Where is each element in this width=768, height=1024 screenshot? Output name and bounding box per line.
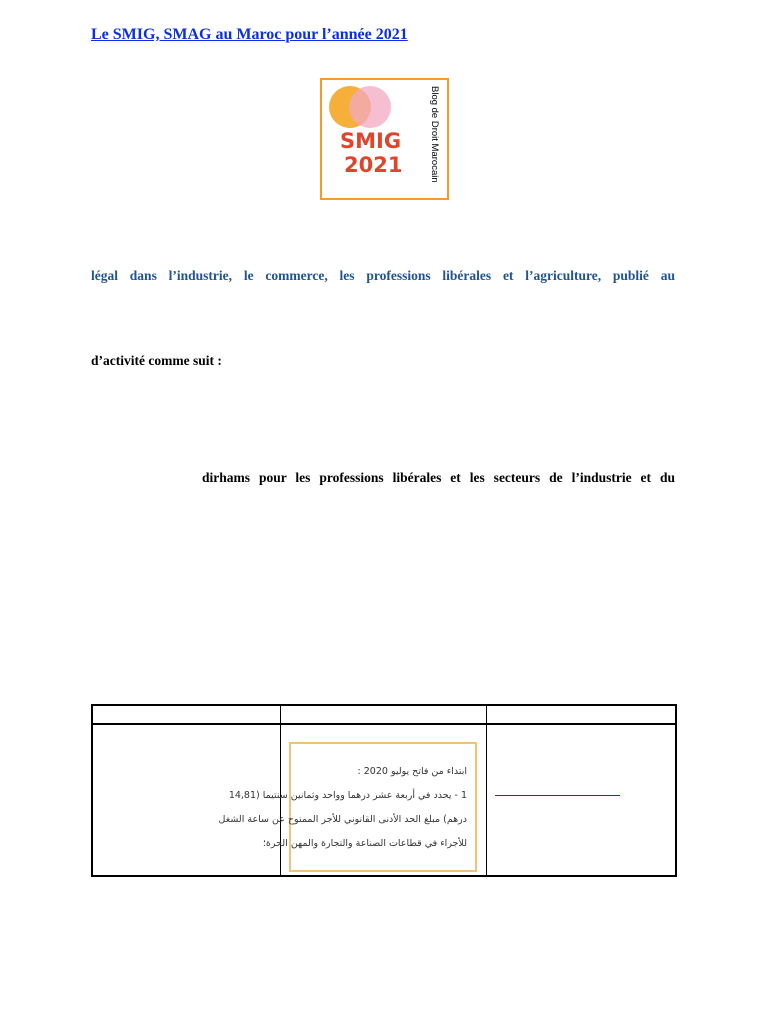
paragraph-legal-line: légal dans l’industrie, le commerce, les professions libérales et l’agriculture, publié au bbox=[91, 268, 675, 283]
document-table bbox=[91, 704, 677, 877]
logo-graphic bbox=[322, 80, 447, 198]
arabic-decree-image bbox=[218, 742, 477, 872]
logo-circle-right bbox=[349, 86, 391, 128]
table-header-cell-1 bbox=[92, 705, 281, 724]
title-link[interactable]: Le SMIG, SMAG au Maroc pour l’année 2021 bbox=[91, 26, 408, 43]
table-header-row bbox=[92, 705, 676, 724]
table-header-cell-3 bbox=[487, 705, 677, 724]
arabic-line-4: للأجراء في قطاعات الصناعة والتجارة والمهن الحرة؛ bbox=[262, 838, 467, 849]
table-cell-image bbox=[218, 724, 487, 876]
table-header-cell-2 bbox=[281, 705, 487, 724]
source-link[interactable] bbox=[495, 783, 620, 796]
paragraph-dirhams-line: dirhams pour les professions libérales et les secteurs de l’industrie et du bbox=[202, 470, 675, 485]
smig-2021-logo bbox=[320, 78, 449, 200]
arabic-line-2: 1 - يحدد في أربعة عشر درهما وواحد وثمانين سنتيما (14,81 bbox=[228, 790, 467, 801]
arabic-line-1: ابتداء من فاتح يوليو 2020 : bbox=[357, 766, 467, 777]
table-cell-link bbox=[487, 724, 677, 876]
logo-text-year: 2021 bbox=[344, 153, 403, 177]
logo-text-smig: SMIG bbox=[340, 129, 402, 153]
logo-side-text: Blog de Droit Marocain bbox=[429, 86, 440, 183]
paragraph-activity-line: d’activité comme suit : bbox=[91, 353, 222, 368]
arabic-line-3: درهم) مبلغ الحد الأدنى القانوني للأجر الممنوح عن ساعة الشغل bbox=[218, 814, 467, 825]
table-row bbox=[92, 724, 676, 876]
